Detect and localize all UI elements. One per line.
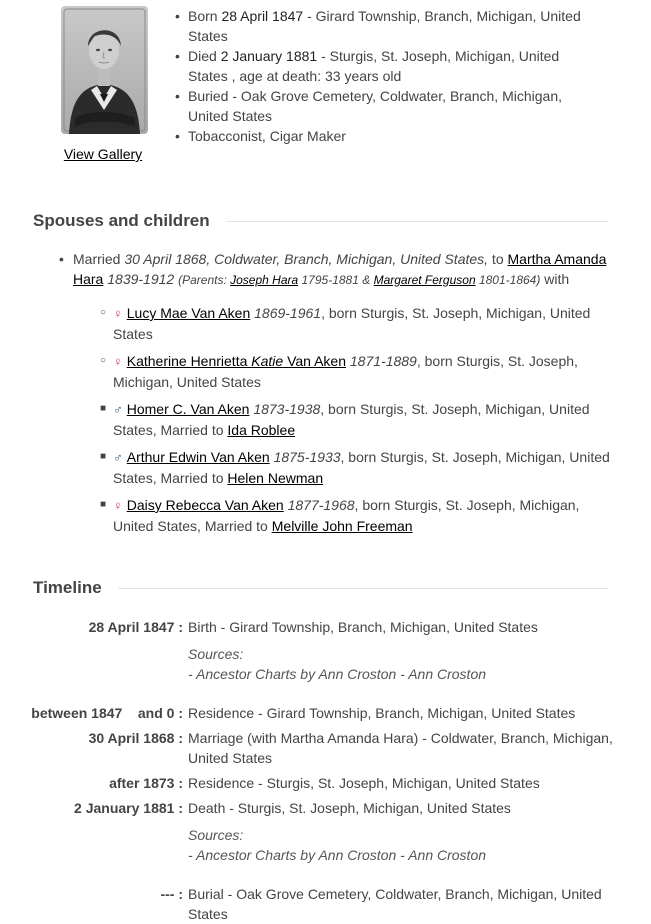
marriage-entry: • Married 30 April 1868, Coldwater, Branch, Michigan, United States, to Martha Amanda Hara 1839-1912 (Parents: Joseph Hara 1795-1881 & Margaret Ferguson 1801-1864) with (59, 251, 607, 287)
child-spouse-link[interactable]: Helen Newman (227, 470, 324, 486)
portrait-block (61, 6, 149, 162)
timeline-sources: Sources: - Ancestor Charts by Ann Croston - Ann Croston (188, 825, 618, 865)
view-gallery-link[interactable]: View Gallery (63, 146, 143, 162)
male-icon: ♂ (113, 450, 123, 465)
marriage-place: , Coldwater, Branch, Michigan, United States, (206, 251, 489, 267)
child-item: ■ ♂ Arthur Edwin Van Aken 1875-1933, born Sturgis, St. Joseph, Michigan, United States, Married to Helen Newman (100, 449, 610, 486)
vital-facts-list (175, 6, 595, 146)
timeline-event: Burial - Oak Grove Cemetery, Coldwater, Branch, Michigan, United States (188, 886, 602, 922)
timeline-event: Death - Sturgis, St. Joseph, Michigan, United States (188, 800, 511, 816)
timeline-section-heading (33, 578, 608, 598)
child-link-homer[interactable]: Homer C. Van Aken (126, 401, 250, 417)
female-icon: ♀ (113, 306, 123, 321)
female-icon: ♀ (113, 498, 123, 513)
child-item: ○ ♀ Lucy Mae Van Aken 1869-1961, born Sturgis, St. Joseph, Michigan, United States (100, 305, 591, 342)
spouses-section-heading (33, 211, 608, 231)
fact-occupation: • Tobacconist, Cigar Maker (175, 126, 595, 146)
child-link-daisy[interactable]: Daisy Rebecca Van Aken (126, 497, 284, 513)
timeline-date: 30 April 1868 : (88, 730, 183, 746)
child-link-katherine[interactable]: Katherine Henrietta Katie Van Aken (126, 353, 346, 369)
child-link-arthur[interactable]: Arthur Edwin Van Aken (126, 449, 270, 465)
marriage-date: 30 April 1868 (124, 251, 207, 267)
timeline-event: Residence - Sturgis, St. Joseph, Michigan, United States (188, 775, 540, 791)
divider (226, 221, 608, 222)
spouse-link[interactable]: Martha Amanda Hara (73, 251, 607, 287)
timeline-event: Birth - Girard Township, Branch, Michigan, United States (188, 619, 538, 635)
female-icon: ♀ (113, 354, 123, 369)
timeline-date: 28 April 1847 : (88, 619, 183, 635)
spouse-mother-link[interactable]: Margaret Ferguson (373, 273, 476, 287)
children-list (100, 303, 618, 543)
spouse-parents: (Parents: Joseph Hara 1795-1881 & Margaret Ferguson 1801-1864) (178, 273, 541, 287)
spouses-title: Spouses and children (33, 211, 210, 230)
timeline-date: 2 January 1881 : (74, 800, 183, 816)
timeline-date: --- : (160, 886, 183, 902)
timeline-event: Residence - Girard Township, Branch, Michigan, United States (188, 705, 576, 721)
child-spouse-link[interactable]: Melville John Freeman (271, 518, 413, 534)
child-item: ○ ♀ Katherine Henrietta Katie Van Aken 1871-1889, born Sturgis, St. Joseph, Michigan, United States (100, 353, 578, 390)
source-entry: - Ancestor Charts by Ann Croston - Ann Croston (188, 847, 487, 863)
divider (118, 588, 608, 589)
child-link-lucy[interactable]: Lucy Mae Van Aken (126, 305, 251, 321)
child-spouse-link[interactable]: Ida Roblee (227, 422, 296, 438)
portrait-photo[interactable] (61, 6, 148, 134)
death-date: 2 January 1881 (220, 48, 318, 64)
spouse-father-link[interactable]: Joseph Hara (230, 273, 299, 287)
timeline-event: Marriage (with Martha Amanda Hara) - Coldwater, Branch, Michigan, United States (188, 730, 613, 766)
fact-born: • Born 28 April 1847 - Girard Township, Branch, Michigan, United States (175, 6, 595, 46)
timeline-title: Timeline (33, 578, 102, 597)
birth-date: 28 April 1847 (221, 8, 304, 24)
child-item: ■ ♂ Homer C. Van Aken 1873-1938, born Sturgis, St. Joseph, Michigan, United States, Married to Ida Roblee (100, 401, 590, 438)
fact-died: • Died 2 January 1881 - Sturgis, St. Joseph, Michigan, United States , age at death: 33 years old (175, 46, 595, 86)
timeline-date: after 1873 : (109, 775, 183, 791)
timeline-sources: Sources: - Ancestor Charts by Ann Croston - Ann Croston (188, 644, 618, 684)
timeline-date: between 1847 and 0 : (31, 705, 183, 721)
source-entry: - Ancestor Charts by Ann Croston - Ann Croston (188, 666, 487, 682)
male-icon: ♂ (113, 402, 123, 417)
child-item: ■ ♀ Daisy Rebecca Van Aken 1877-1968, born Sturgis, St. Joseph, Michigan, United States, Married to Melville John Freeman (100, 497, 580, 534)
fact-buried: • Buried - Oak Grove Cemetery, Coldwater, Branch, Michigan, United States (175, 86, 595, 126)
